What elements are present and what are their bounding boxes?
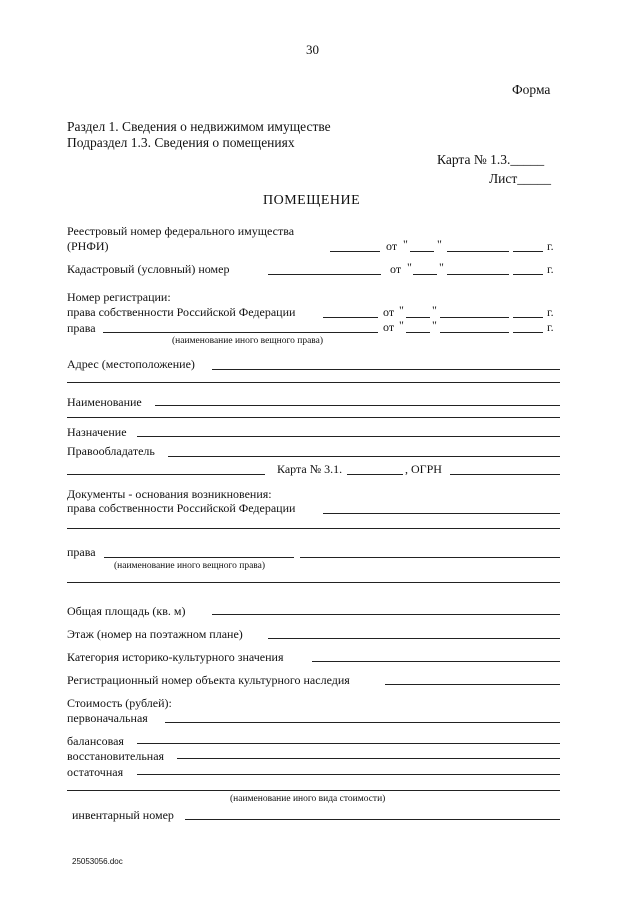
cost-restoration-field[interactable] (177, 758, 560, 759)
registry-label-2: (РНФИ) (67, 239, 109, 253)
registration-federal-day-field[interactable] (406, 317, 430, 318)
documents-other-note: (наименование иного вещного права) (114, 561, 266, 571)
rightholder-field[interactable] (168, 456, 560, 457)
cadastral-quote-open: " (407, 260, 412, 274)
name-field-line-2[interactable] (67, 417, 560, 418)
registry-label-1: Реестровый номер федерального имущества (67, 224, 295, 238)
cost-restoration-label: восстановительная (67, 749, 165, 763)
address-field-line-2[interactable] (67, 382, 560, 383)
registry-date-from: от (386, 239, 398, 253)
registration-other-quote-close: " (432, 318, 437, 332)
registry-quote-open: " (403, 237, 408, 251)
cadastral-number-field[interactable] (268, 274, 381, 275)
registration-federal-quote-close: " (432, 303, 437, 317)
heritage-category-label: Категория историко-культурного значения (67, 650, 284, 664)
cadastral-date-from: от (390, 262, 402, 276)
registration-federal-year-label: г. (547, 305, 554, 319)
documents-federal-field[interactable] (323, 513, 560, 514)
cost-balance-field[interactable] (137, 743, 560, 744)
heritage-registry-field[interactable] (385, 684, 560, 685)
registration-label: Номер регистрации: (67, 290, 171, 304)
cost-initial-field[interactable] (165, 722, 560, 723)
registration-federal-number-field[interactable] (323, 317, 378, 318)
registration-federal-label: права собственности Российской Федерации (67, 305, 296, 319)
purpose-label: Назначение (67, 425, 127, 439)
registry-quote-close: " (437, 237, 442, 251)
heritage-category-field[interactable] (312, 661, 560, 662)
section-heading: Раздел 1. Сведения о недвижимом имуществе (67, 119, 331, 134)
inventory-field[interactable] (185, 819, 560, 820)
registration-other-year-field[interactable] (513, 332, 543, 333)
cadastral-day-field[interactable] (413, 274, 437, 275)
documents-other-right-field[interactable] (104, 557, 294, 558)
name-label: Наименование (67, 395, 142, 409)
registration-other-label: права (67, 321, 96, 335)
card-31-field[interactable] (347, 474, 403, 475)
registry-year-field[interactable] (513, 251, 543, 252)
registry-year-label: г. (547, 239, 554, 253)
address-field[interactable] (212, 369, 560, 370)
footer-filename: 25053056.doc (72, 857, 123, 866)
registration-federal-from: от (383, 305, 395, 319)
ogrn-label: , ОГРН (405, 462, 442, 476)
form-title: ПОМЕЩЕНИЕ (263, 193, 361, 208)
registration-other-quote-open: " (399, 318, 404, 332)
card-number: Карта № 1.3._____ (437, 152, 545, 167)
documents-other-field-line-2[interactable] (67, 582, 560, 583)
cadastral-label: Кадастровый (условный) номер (67, 262, 230, 276)
address-label: Адрес (местоположение) (67, 357, 195, 371)
cost-balance-label: балансовая (67, 734, 124, 748)
registration-federal-quote-open: " (399, 303, 404, 317)
purpose-field[interactable] (137, 436, 560, 437)
sheet-number: Лист_____ (489, 171, 552, 186)
rightholder-field-line-2[interactable] (67, 474, 265, 475)
cost-residual-label: остаточная (67, 765, 124, 779)
cadastral-month-field[interactable] (447, 274, 509, 275)
other-cost-field[interactable] (67, 790, 560, 791)
name-field[interactable] (155, 405, 560, 406)
registration-federal-year-field[interactable] (513, 317, 543, 318)
rightholder-label: Правообладатель (67, 444, 155, 458)
inventory-label: инвентарный номер (72, 808, 174, 822)
cadastral-quote-close: " (439, 260, 444, 274)
other-cost-note: (наименование иного вида стоимости) (230, 794, 386, 804)
documents-label: Документы - основания возникновения: (67, 487, 272, 501)
form-label: Форма (512, 82, 551, 97)
registration-other-field[interactable] (103, 332, 378, 333)
floor-label: Этаж (номер на поэтажном плане) (67, 627, 243, 641)
cost-initial-label: первоначальная (67, 711, 148, 725)
registry-month-field[interactable] (447, 251, 509, 252)
floor-field[interactable] (268, 638, 560, 639)
documents-federal-field-line-2[interactable] (67, 528, 560, 529)
cadastral-year-label: г. (547, 262, 554, 276)
total-area-field[interactable] (212, 614, 560, 615)
heritage-registry-label: Регистрационный номер объекта культурного наследия (67, 673, 350, 687)
registry-day-field[interactable] (410, 251, 434, 252)
total-area-label: Общая площадь (кв. м) (67, 604, 186, 618)
ogrn-field[interactable] (450, 474, 560, 475)
registration-other-year-label: г. (547, 320, 554, 334)
registry-number-field[interactable] (330, 251, 380, 252)
cost-label: Стоимость (рублей): (67, 696, 172, 710)
registration-other-note: (наименование иного вещного права) (172, 336, 324, 346)
registration-other-month-field[interactable] (440, 332, 509, 333)
registration-federal-month-field[interactable] (440, 317, 509, 318)
page-number: 30 (306, 42, 319, 57)
cost-residual-field[interactable] (137, 774, 560, 775)
registration-other-day-field[interactable] (406, 332, 430, 333)
cadastral-year-field[interactable] (513, 274, 543, 275)
documents-other-label: права (67, 545, 96, 559)
documents-federal-label: права собственности Российской Федерации (67, 501, 296, 515)
card-31-label: Карта № 3.1. (277, 462, 343, 476)
documents-other-field[interactable] (300, 557, 560, 558)
registration-other-from: от (383, 320, 395, 334)
subsection-heading: Подраздел 1.3. Сведения о помещениях (67, 135, 295, 150)
